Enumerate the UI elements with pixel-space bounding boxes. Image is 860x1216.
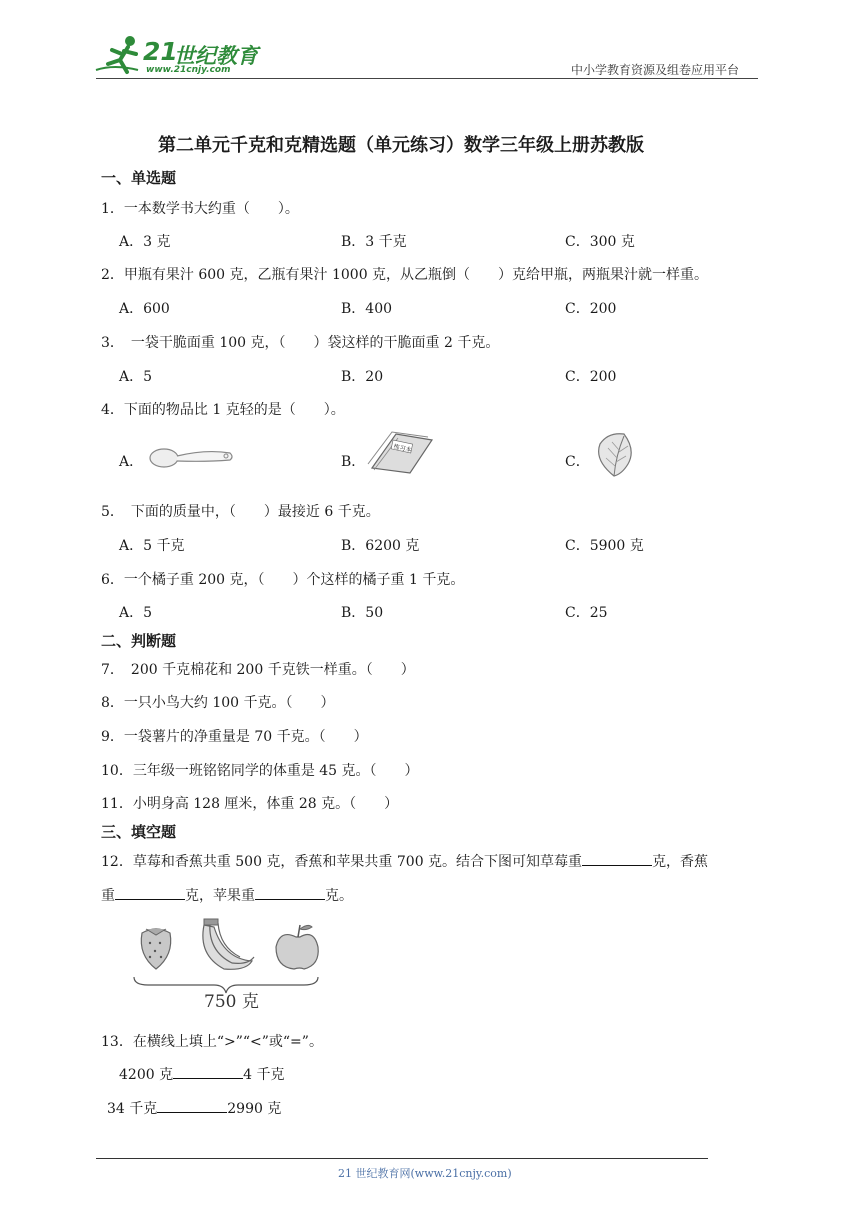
section-heading: 三、填空题	[101, 823, 177, 841]
question-4: 4．下面的物品比 1 克轻的是（ ）。	[101, 402, 345, 418]
question-12-text: 12．草莓和香蕉共重 500 克，香蕉和苹果共重 700 克。结合下图可知草莓重	[101, 854, 583, 870]
notebook-label: 练习本	[392, 443, 413, 454]
option-b: B．3 千克	[341, 234, 407, 250]
option-b: B．400	[341, 301, 393, 317]
strawberry-icon	[141, 929, 170, 969]
option-b: B．50	[341, 605, 384, 621]
answer-blank[interactable]	[173, 1065, 243, 1079]
answer-blank[interactable]	[255, 886, 325, 900]
question-12	[101, 851, 708, 871]
option-c: C．	[565, 454, 590, 470]
logo-url: www.21cnjy.com	[146, 65, 231, 75]
question-12-text: 克，香蕉	[652, 854, 709, 870]
question-5: 5． 下面的质量中，（ ）最接近 6 千克。	[101, 504, 380, 520]
option-a: A．5 千克	[119, 538, 185, 554]
option-a: A．5	[119, 369, 153, 385]
answer-blank[interactable]	[157, 1099, 227, 1113]
question-11: 11．小明身高 128 厘米，体重 28 克。（ ）	[101, 796, 399, 812]
option-c: C．5900 克	[565, 538, 644, 554]
section-heading: 二、判断题	[101, 632, 177, 650]
question-6: 6．一个橘子重 200 克，（ ）个这样的橘子重 1 千克。	[101, 572, 465, 588]
question-12-line2	[101, 885, 353, 905]
logo-name: 世纪教育	[174, 44, 258, 68]
option-c: C．25	[565, 605, 608, 621]
answer-blank[interactable]	[115, 886, 185, 900]
option-a: A．600	[119, 301, 170, 317]
question-7: 7． 200 千克棉花和 200 千克铁一样重。（ ）	[101, 662, 415, 678]
fruit-figure	[128, 915, 328, 1015]
notebook-icon	[366, 430, 436, 475]
logo-number: 21	[143, 37, 178, 66]
question-13: 13．在横线上填上“>”“<”或“=”。	[101, 1034, 323, 1050]
banana-icon	[203, 919, 254, 969]
option-c: C．200	[565, 301, 617, 317]
figure-label: 750 克	[204, 992, 259, 1012]
section-heading: 一、单选题	[101, 169, 177, 187]
compare-right: 2990 克	[227, 1101, 282, 1117]
footer-text: 21 世纪教育网(www.21cnjy.com)	[338, 1167, 512, 1180]
option-b: B．	[341, 454, 366, 470]
option-c: C．300 克	[565, 234, 635, 250]
question-8: 8．一只小鸟大约 100 千克。（ ）	[101, 695, 335, 711]
apple-icon	[276, 925, 318, 969]
footer-divider	[96, 1158, 708, 1159]
option-a: A．5	[119, 605, 153, 621]
compare-row	[119, 1064, 284, 1084]
compare-row	[107, 1098, 281, 1118]
option-a: A．	[119, 454, 144, 470]
platform-text: 中小学教育资源及组卷应用平台	[571, 63, 740, 77]
question-12-text: 克。	[325, 888, 353, 904]
question-1: 1．一本数学书大约重（ ）。	[101, 201, 299, 217]
option-a: A．3 克	[119, 234, 171, 250]
question-3: 3． 一袋干脆面重 100 克，（ ）袋这样的干脆面重 2 千克。	[101, 335, 500, 351]
leaf-icon	[594, 430, 636, 480]
question-2: 2．甲瓶有果汁 600 克，乙瓶有果汁 1000 克，从乙瓶倒（ ）克给甲瓶，两瓶果汁就一样重。	[101, 267, 709, 283]
option-b: B．20	[341, 369, 384, 385]
page-title: 第二单元千克和克精选题（单元练习）数学三年级上册苏教版	[158, 135, 644, 156]
option-c: C．200	[565, 369, 617, 385]
answer-blank[interactable]	[582, 852, 652, 866]
question-10: 10．三年级一班铭铭同学的体重是 45 克。（ ）	[101, 763, 419, 779]
question-12-text: 重	[101, 888, 115, 904]
option-b: B．6200 克	[341, 538, 420, 554]
header-divider	[96, 78, 758, 79]
compare-right: 4 千克	[243, 1067, 285, 1083]
compare-left: 34 千克	[107, 1101, 158, 1117]
compare-left: 4200 克	[119, 1067, 174, 1083]
question-9: 9．一袋薯片的净重量是 70 千克。（ ）	[101, 729, 368, 745]
question-12-text: 克，苹果重	[185, 888, 255, 904]
spoon-icon	[146, 443, 236, 473]
